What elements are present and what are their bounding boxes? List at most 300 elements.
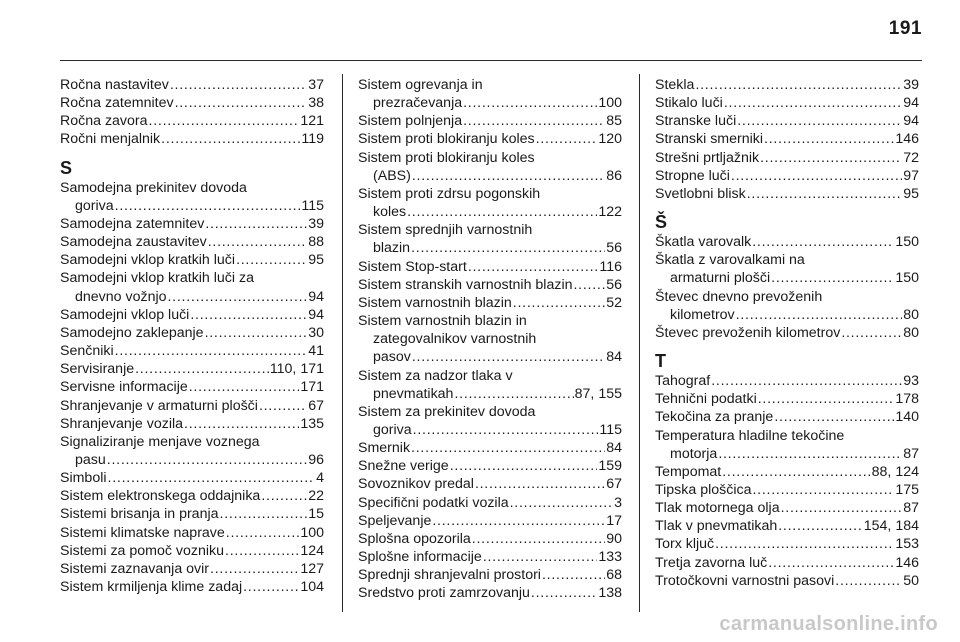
index-entry bbox=[655, 572, 919, 590]
leader-dots bbox=[718, 445, 902, 463]
entry-term-line bbox=[60, 233, 324, 251]
entry-term: Shranjevanje v armaturni plošči bbox=[60, 397, 258, 414]
entry-page-ref: 115 bbox=[599, 421, 622, 438]
entry-term: (ABS) bbox=[373, 167, 411, 184]
index-entry bbox=[60, 378, 324, 396]
entry-term-line bbox=[60, 505, 324, 523]
entry-continuation-line bbox=[358, 203, 622, 221]
entry-page-ref: 146 bbox=[895, 131, 919, 148]
entry-page-ref: 68 bbox=[606, 567, 622, 584]
entry-term: dnevno vožnjo bbox=[75, 288, 167, 305]
index-entry bbox=[60, 76, 324, 94]
index-entry bbox=[655, 130, 919, 148]
entry-page-ref: 41 bbox=[308, 343, 324, 360]
entry-term: Sistemi brisanja in pranja bbox=[60, 506, 219, 523]
leader-dots bbox=[454, 385, 573, 403]
leader-dots bbox=[724, 94, 902, 112]
entry-term-line bbox=[655, 463, 919, 481]
entry-term-line bbox=[60, 433, 324, 451]
index-entry bbox=[358, 566, 622, 584]
entry-page-ref: 80 bbox=[903, 306, 919, 323]
index-entry bbox=[60, 578, 324, 596]
entry-term-line bbox=[655, 149, 919, 167]
entry-page-ref: 17 bbox=[606, 512, 622, 529]
entry-term-line bbox=[358, 530, 622, 548]
entry-page-ref: 94 bbox=[903, 95, 919, 112]
index-entry bbox=[655, 149, 919, 167]
leader-dots bbox=[432, 512, 605, 530]
leader-dots bbox=[542, 566, 605, 584]
leader-dots bbox=[189, 378, 300, 396]
index-entry bbox=[655, 76, 919, 94]
entry-page-ref: 138 bbox=[598, 585, 622, 602]
entry-term: Sistem proti zdrsu pogonskih bbox=[358, 185, 541, 202]
index-entry bbox=[655, 390, 919, 408]
entry-term: Tempomat bbox=[655, 463, 722, 480]
entry-term: Samodejna prekinitev dovoda bbox=[60, 179, 247, 196]
entry-term: Ročna zavora bbox=[60, 113, 148, 130]
entry-term-line bbox=[655, 517, 919, 535]
entry-page-ref: 110, 171 bbox=[269, 361, 324, 378]
column-divider bbox=[639, 74, 640, 612]
index-entry bbox=[358, 185, 622, 221]
section-letter: T bbox=[655, 351, 666, 372]
leader-dots bbox=[536, 130, 598, 148]
entry-term: Ročni menjalnik bbox=[60, 131, 161, 148]
entry-term: pasu bbox=[75, 451, 106, 468]
entry-term: Ročna nastavitev bbox=[60, 77, 169, 93]
leader-dots bbox=[411, 439, 605, 457]
entry-page-ref: 87 bbox=[903, 500, 919, 517]
entry-page-ref: 3 bbox=[614, 494, 622, 511]
entry-term-line bbox=[358, 149, 622, 167]
entry-page-ref: 67 bbox=[308, 397, 324, 414]
entry-term-line bbox=[60, 378, 324, 396]
leader-dots bbox=[758, 390, 895, 408]
entry-page-ref: 56 bbox=[606, 276, 622, 293]
entry-continuation-line bbox=[60, 451, 324, 469]
index-entry bbox=[655, 517, 919, 535]
entry-continuation-line bbox=[358, 330, 622, 348]
leader-dots bbox=[510, 494, 613, 512]
entry-page-ref: 124 bbox=[300, 542, 324, 559]
entry-term: Stekla bbox=[655, 77, 695, 93]
leader-dots bbox=[413, 421, 599, 439]
entry-term-line bbox=[60, 524, 324, 542]
entry-term: pasov bbox=[373, 349, 411, 366]
index-entry bbox=[655, 427, 919, 463]
entry-term: Splošna opozorila bbox=[358, 530, 471, 547]
entry-term: armaturni plošči bbox=[670, 270, 771, 287]
entry-page-ref: 50 bbox=[903, 572, 919, 589]
entry-term: Škatla varovalk bbox=[655, 234, 752, 251]
entry-term: Snežne verige bbox=[358, 458, 449, 475]
entry-term-line bbox=[655, 167, 919, 185]
index-entry bbox=[60, 251, 324, 269]
entry-term: blazin bbox=[373, 240, 411, 257]
entry-page-ref: 30 bbox=[308, 324, 324, 341]
entry-term: Sistem za nadzor tlaka v bbox=[358, 367, 513, 384]
index-entry bbox=[60, 524, 324, 542]
entry-term: Sistem za prekinitev dovoda bbox=[358, 403, 536, 420]
entry-term: Samodejno zaklepanje bbox=[60, 324, 204, 341]
entry-page-ref: 90 bbox=[606, 530, 622, 547]
entry-term: Torx ključ bbox=[655, 536, 715, 553]
entry-term: Sistem ogrevanja in bbox=[358, 77, 483, 93]
entry-term: Sistem krmiljenja klime zadaj bbox=[60, 579, 243, 596]
entry-term-line bbox=[358, 512, 622, 530]
entry-term: Stranski smerniki bbox=[655, 131, 764, 148]
index-entry bbox=[60, 269, 324, 305]
entry-term: Simboli bbox=[60, 470, 107, 487]
entry-page-ref: 39 bbox=[308, 215, 324, 232]
leader-dots bbox=[412, 167, 605, 185]
entry-term: Števec prevoženih kilometrov bbox=[655, 324, 841, 341]
entry-page-ref: 37 bbox=[308, 77, 324, 93]
entry-term: Stropne luči bbox=[655, 167, 730, 184]
entry-term: Svetlobni blisk bbox=[655, 185, 746, 202]
entry-term-line bbox=[358, 76, 622, 94]
entry-page-ref: 94 bbox=[308, 288, 324, 305]
leader-dots bbox=[752, 233, 894, 251]
leader-dots bbox=[472, 530, 605, 548]
entry-term-line bbox=[358, 584, 622, 602]
entry-term: Sredstvo proti zamrzovanju bbox=[358, 585, 530, 602]
entry-page-ref: 22 bbox=[308, 488, 324, 505]
index-entry bbox=[358, 548, 622, 566]
index-entry bbox=[655, 251, 919, 287]
index-entry bbox=[358, 403, 622, 439]
entry-term-line bbox=[358, 221, 622, 239]
leader-dots bbox=[411, 239, 605, 257]
index-entry bbox=[358, 584, 622, 602]
entry-term: Sistemi klimatske naprave bbox=[60, 524, 225, 541]
entry-term-line bbox=[60, 76, 324, 94]
entry-term-line bbox=[358, 457, 622, 475]
entry-page-ref: 85 bbox=[606, 113, 622, 130]
entry-page-ref: 4 bbox=[316, 470, 324, 487]
entry-page-ref: 84 bbox=[606, 349, 622, 366]
entry-continuation-line bbox=[358, 348, 622, 366]
entry-page-ref: 146 bbox=[895, 554, 919, 571]
entry-page-ref: 122 bbox=[598, 204, 622, 221]
entry-term-line bbox=[358, 367, 622, 385]
entry-term-line bbox=[60, 269, 324, 287]
entry-page-ref: 15 bbox=[308, 506, 324, 523]
entry-term: kilometrov bbox=[670, 306, 735, 323]
entry-page-ref: 84 bbox=[606, 440, 622, 457]
entry-term: Smernik bbox=[358, 440, 411, 457]
index-entry bbox=[60, 487, 324, 505]
leader-dots bbox=[161, 130, 300, 148]
entry-term-line bbox=[60, 112, 324, 130]
entry-term-line bbox=[60, 560, 324, 578]
entry-term-line bbox=[358, 112, 622, 130]
entry-term-line bbox=[655, 76, 919, 94]
entry-term: Sprednji shranjevalni prostori bbox=[358, 567, 541, 584]
index-entry bbox=[60, 324, 324, 342]
entry-term: Tekočina za pranje bbox=[655, 409, 774, 426]
entry-page-ref: 88 bbox=[308, 234, 324, 251]
entry-term: Sistemi zaznavanja ovir bbox=[60, 560, 210, 577]
entry-page-ref: 80 bbox=[903, 324, 919, 341]
entry-term-line bbox=[60, 360, 324, 378]
leader-dots bbox=[149, 112, 300, 130]
entry-term-line bbox=[655, 251, 919, 269]
entry-term-line bbox=[655, 390, 919, 408]
index-entry bbox=[358, 294, 622, 312]
entry-term: Sistem stranskih varnostnih blazin bbox=[358, 276, 573, 293]
index-entry bbox=[358, 439, 622, 457]
entry-term-line bbox=[60, 397, 324, 415]
entry-page-ref: 95 bbox=[903, 185, 919, 202]
entry-page-ref: 96 bbox=[308, 451, 324, 468]
index-entry bbox=[655, 372, 919, 390]
entry-page-ref: 178 bbox=[895, 391, 919, 408]
index-entry bbox=[60, 215, 324, 233]
entry-page-ref: 95 bbox=[308, 252, 324, 269]
entry-term-line bbox=[358, 439, 622, 457]
entry-page-ref: 94 bbox=[903, 113, 919, 130]
leader-dots bbox=[170, 76, 307, 94]
leader-dots bbox=[208, 233, 308, 251]
leader-dots bbox=[225, 542, 299, 560]
header-rule bbox=[60, 60, 922, 61]
leader-dots bbox=[107, 451, 307, 469]
leader-dots bbox=[135, 360, 269, 378]
entry-term: Škatla z varovalkami na bbox=[655, 252, 805, 269]
entry-term-line bbox=[655, 233, 919, 251]
entry-term: Tehnični podatki bbox=[655, 391, 757, 408]
index-entry bbox=[655, 535, 919, 553]
leader-dots bbox=[752, 481, 894, 499]
leader-dots bbox=[115, 197, 301, 215]
entry-term-line bbox=[655, 288, 919, 306]
entry-continuation-line bbox=[358, 385, 622, 403]
index-entry bbox=[60, 360, 324, 378]
entry-page-ref: 154, 184 bbox=[863, 518, 919, 535]
index-entry bbox=[358, 276, 622, 294]
leader-dots bbox=[513, 294, 605, 312]
entry-term: Tretja zavorna luč bbox=[655, 554, 768, 571]
index-entry bbox=[60, 112, 324, 130]
entry-term-line bbox=[655, 372, 919, 390]
index-column-1 bbox=[60, 76, 324, 596]
entry-term: Splošne informacije bbox=[358, 549, 482, 566]
leader-dots bbox=[841, 324, 902, 342]
entry-continuation-line bbox=[655, 306, 919, 324]
entry-term: motorja bbox=[670, 445, 718, 462]
index-entry bbox=[358, 221, 622, 257]
entry-page-ref: 100 bbox=[300, 524, 324, 541]
entry-term: Sistem varnostnih blazin bbox=[358, 294, 512, 311]
entry-term-line bbox=[655, 427, 919, 445]
index-entry bbox=[655, 481, 919, 499]
entry-term: Sistem proti blokiranju koles bbox=[358, 131, 535, 148]
entry-term-line bbox=[60, 215, 324, 233]
leader-dots bbox=[711, 372, 902, 390]
entry-term: Trotočkovni varnostni pasovi bbox=[655, 572, 835, 589]
entry-page-ref: 140 bbox=[895, 409, 919, 426]
entry-term-line bbox=[358, 294, 622, 312]
entry-term-line bbox=[60, 469, 324, 487]
entry-page-ref: 88, 124 bbox=[871, 463, 919, 480]
leader-dots bbox=[573, 276, 605, 294]
entry-term-line bbox=[60, 578, 324, 596]
leader-dots bbox=[168, 288, 308, 306]
entry-term-line bbox=[655, 481, 919, 499]
leader-dots bbox=[475, 475, 605, 493]
entry-term: Shranjevanje vozila bbox=[60, 415, 184, 432]
index-entry bbox=[655, 288, 919, 324]
entry-term-line bbox=[358, 276, 622, 294]
index-entry bbox=[655, 233, 919, 251]
entry-term: Stranske luči bbox=[655, 113, 737, 130]
index-entry bbox=[358, 112, 622, 130]
entry-page-ref: 119 bbox=[301, 131, 324, 148]
entry-continuation-line bbox=[655, 445, 919, 463]
leader-dots bbox=[205, 324, 308, 342]
entry-term: Ročna zatemnitev bbox=[60, 95, 174, 112]
leader-dots bbox=[774, 408, 894, 426]
index-column-3 bbox=[655, 76, 919, 590]
column-divider bbox=[342, 74, 343, 612]
entry-page-ref: 72 bbox=[903, 149, 919, 166]
entry-term: zategovalnikov varnostnih bbox=[373, 331, 537, 348]
entry-term: Sistem proti blokiranju koles bbox=[358, 149, 535, 166]
index-entry bbox=[358, 258, 622, 276]
leader-dots bbox=[736, 306, 903, 324]
index-entry bbox=[358, 457, 622, 475]
entry-term: Samodejni vklop luči bbox=[60, 306, 190, 323]
entry-page-ref: 94 bbox=[308, 306, 324, 323]
leader-dots bbox=[768, 554, 894, 572]
index-entry bbox=[655, 463, 919, 481]
entry-term-line bbox=[655, 94, 919, 112]
index-entry bbox=[655, 408, 919, 426]
index-entry bbox=[358, 475, 622, 493]
entry-term-line bbox=[60, 130, 324, 148]
entry-term: Samodejni vklop kratkih luči za bbox=[60, 270, 254, 287]
entry-page-ref: 171 bbox=[300, 379, 324, 396]
entry-term-line bbox=[60, 179, 324, 197]
entry-term: prezračevanja bbox=[373, 95, 463, 112]
index-entry bbox=[60, 94, 324, 112]
index-entry bbox=[358, 530, 622, 548]
leader-dots bbox=[261, 487, 307, 505]
index-entry bbox=[358, 367, 622, 403]
index-entry bbox=[358, 512, 622, 530]
entry-page-ref: 104 bbox=[300, 579, 324, 596]
leader-dots bbox=[190, 306, 307, 324]
index-entry bbox=[60, 469, 324, 487]
entry-term: Samodejna zatemnitev bbox=[60, 215, 205, 232]
entry-term-line bbox=[655, 130, 919, 148]
entry-term: goriva bbox=[373, 421, 412, 438]
entry-term: pnevmatikah bbox=[373, 385, 454, 402]
entry-term: Stikalo luči bbox=[655, 95, 723, 112]
page-number: 191 bbox=[888, 18, 922, 39]
leader-dots bbox=[781, 499, 903, 517]
entry-page-ref: 56 bbox=[606, 240, 622, 257]
leader-dots bbox=[778, 517, 863, 535]
entry-term: Tlak v pnevmatikah bbox=[655, 518, 778, 535]
leader-dots bbox=[115, 342, 308, 360]
leader-dots bbox=[715, 535, 894, 553]
entry-page-ref: 39 bbox=[903, 77, 919, 93]
section-letter: Š bbox=[655, 212, 668, 233]
entry-term-line bbox=[60, 324, 324, 342]
entry-term-line bbox=[655, 554, 919, 572]
entry-term: Sistem Stop-start bbox=[358, 258, 467, 275]
entry-page-ref: 175 bbox=[895, 481, 919, 498]
entry-term-line bbox=[655, 408, 919, 426]
leader-dots bbox=[220, 505, 308, 523]
index-entry bbox=[60, 433, 324, 469]
entry-term-line bbox=[655, 499, 919, 517]
leader-dots bbox=[747, 185, 903, 203]
entry-term: Temperatura hladilne tekočine bbox=[655, 427, 845, 444]
index-entry bbox=[60, 560, 324, 578]
entry-term-line bbox=[655, 324, 919, 342]
leader-dots bbox=[243, 578, 299, 596]
entry-continuation-line bbox=[60, 197, 324, 215]
entry-term: Speljevanje bbox=[358, 512, 432, 529]
entry-term-line bbox=[60, 542, 324, 560]
entry-page-ref: 121 bbox=[300, 113, 324, 130]
leader-dots bbox=[695, 76, 902, 94]
entry-term: Sovoznikov predal bbox=[358, 476, 474, 493]
leader-dots bbox=[175, 94, 308, 112]
entry-page-ref: 115 bbox=[301, 197, 324, 214]
leader-dots bbox=[731, 167, 902, 185]
entry-continuation-line bbox=[60, 288, 324, 306]
leader-dots bbox=[463, 94, 597, 112]
entry-term-line bbox=[358, 258, 622, 276]
leader-dots bbox=[468, 258, 599, 276]
index-entry bbox=[655, 112, 919, 130]
leader-dots bbox=[764, 130, 894, 148]
entry-term: Signaliziranje menjave voznega bbox=[60, 433, 260, 450]
entry-page-ref: 150 bbox=[895, 270, 919, 287]
section-letter: S bbox=[60, 157, 73, 178]
index-entry bbox=[60, 542, 324, 560]
index-entry bbox=[60, 397, 324, 415]
entry-page-ref: 150 bbox=[895, 234, 919, 251]
index-entry bbox=[358, 130, 622, 148]
entry-page-ref: 120 bbox=[598, 131, 622, 148]
entry-term-line bbox=[358, 185, 622, 203]
leader-dots bbox=[483, 548, 598, 566]
leader-dots bbox=[737, 112, 902, 130]
entry-page-ref: 93 bbox=[903, 373, 919, 390]
leader-dots bbox=[450, 457, 598, 475]
entry-term-line bbox=[358, 130, 622, 148]
index-entry bbox=[60, 130, 324, 148]
entry-continuation-line bbox=[358, 94, 622, 112]
leader-dots bbox=[531, 584, 597, 602]
entry-continuation-line bbox=[358, 167, 622, 185]
leader-dots bbox=[760, 149, 902, 167]
index-entry bbox=[60, 415, 324, 433]
leader-dots bbox=[259, 397, 307, 415]
entry-term: Senčniki bbox=[60, 343, 114, 360]
entry-page-ref: 52 bbox=[606, 294, 622, 311]
entry-term: goriva bbox=[75, 197, 114, 214]
index-entry bbox=[60, 233, 324, 251]
entry-term-line bbox=[60, 415, 324, 433]
entry-term: koles bbox=[373, 204, 407, 221]
